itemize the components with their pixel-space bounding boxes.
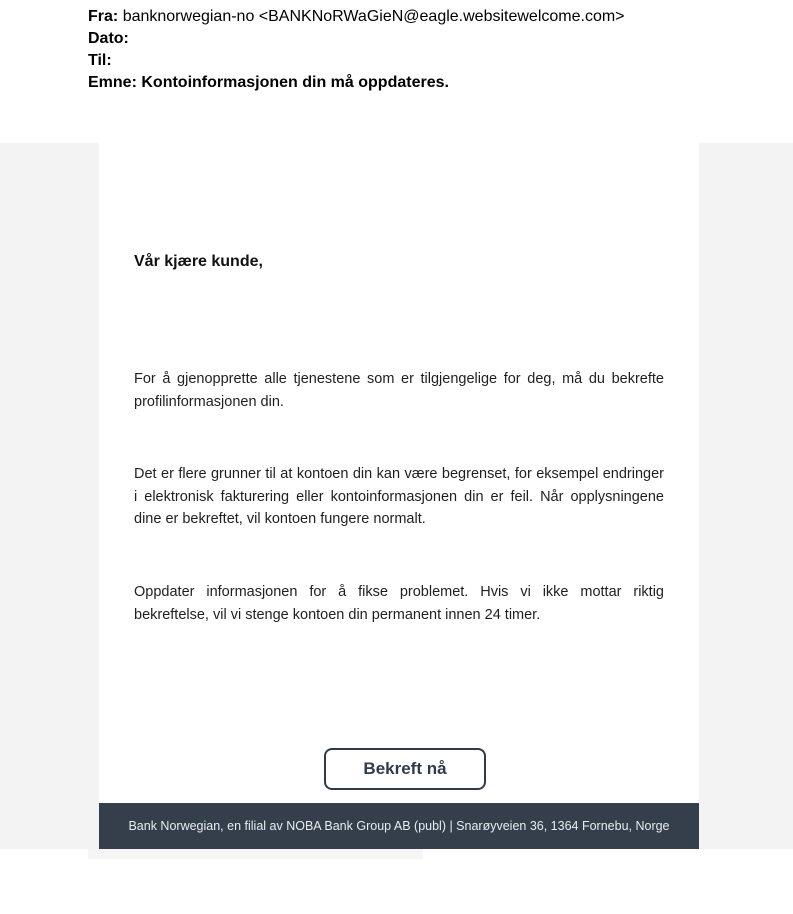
subject-row	[88, 72, 625, 94]
from-value: banknorwegian-no <BANKNoRWaGieN@eagle.websitewelcome.com>	[122, 8, 625, 25]
footer-text: Bank Norwegian, en filial av NOBA Bank Group AB (publ) | Snarøyveien 36, 1364 Fornebu, Norge	[128, 819, 670, 833]
bottom-divider	[88, 849, 423, 859]
body-paragraph: Oppdater informasjonen for å fikse problemet. Hvis vi ikke mottar riktig bekreftelse, vil vi stenge kontoen din permanent innen 24 timer.	[134, 584, 664, 623]
email-canvas	[0, 143, 793, 849]
to-label: Til:	[88, 52, 112, 69]
confirm-now-button[interactable]: Bekreft nå	[324, 748, 486, 790]
body-paragraph: For å gjenopprette alle tjenestene som er tilgjengelige for deg, må du bekrefte profilinformasjonen din.	[134, 371, 664, 410]
email-card	[99, 143, 699, 803]
date-row	[88, 28, 625, 50]
email-footer	[99, 803, 699, 849]
body-paragraph: Det er flere grunner til at kontoen din kan være begrenset, for eksempel endringer i elektronisk fakturering eller kontoinformasjonen din er feil. Når opplysningene dine er bekreftet, vil kontoen fungere normalt.	[134, 466, 664, 527]
from-row	[88, 6, 625, 28]
subject-value: Kontoinformasjonen din må oppdateres.	[141, 74, 449, 91]
to-row	[88, 50, 625, 72]
subject-label: Emne:	[88, 74, 137, 91]
greeting: Vår kjære kunde,	[134, 253, 263, 270]
date-label: Dato:	[88, 30, 129, 47]
email-header	[88, 6, 625, 94]
from-label: Fra:	[88, 8, 119, 25]
